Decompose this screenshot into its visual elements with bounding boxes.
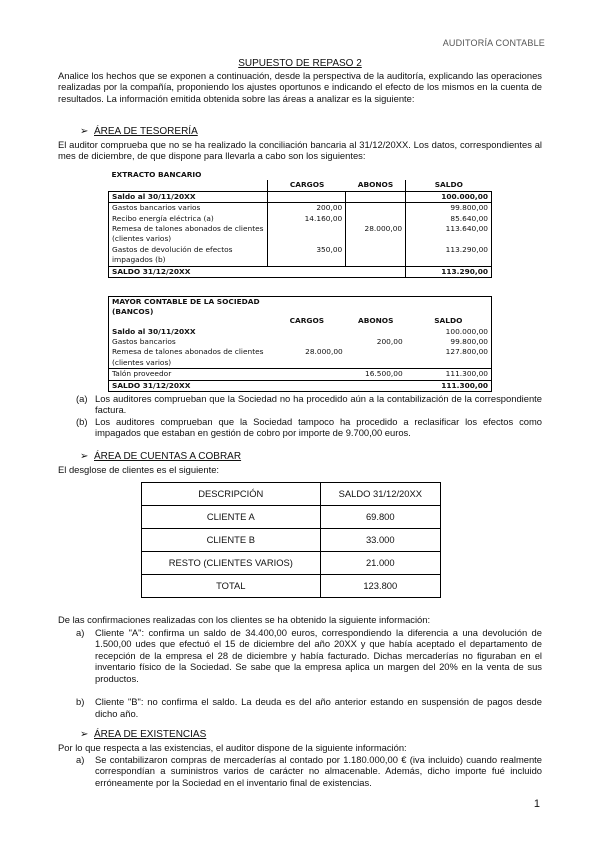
section-title: ÁREA DE CUENTAS A COBRAR <box>94 451 242 462</box>
inventory-list <box>76 754 542 788</box>
clients-header-description: DESCRIPCIÓN <box>142 483 321 506</box>
treasury-paragraph: El auditor comprueba que no se ha realizado la conciliación bancaria al 31/12/20XX. Los datos, correspondientes al mes de diciembre, de que dispone para llevarla a cabo son los siguientes: <box>58 139 542 162</box>
table-row: TOTAL 123.800 <box>142 575 441 598</box>
section-title: ÁREA DE TESORERÍA <box>94 126 198 137</box>
list-item: a) Se contabilizaron compras de mercaderías al contado por 1.180.000,00 € (iva incluido) cuando realmente correspondían a suministros varios de carácter no almacenable. Además, dicho importe fué incluido erróneamente por la Sociedad en el inventario final de existencias. <box>76 754 542 788</box>
running-header: AUDITORÍA CONTABLE <box>442 38 545 48</box>
document-title: SUPUESTO DE REPASO 2 <box>238 58 362 69</box>
confirmations-paragraph: De las confirmaciones realizadas con los clientes se ha obtenido la siguiente información: <box>58 614 431 625</box>
ledger-header-cargos: CARGOS <box>289 316 325 326</box>
bank-title: EXTRACTO BANCARIO <box>111 170 202 179</box>
treasury-notes-list <box>76 393 542 439</box>
section-receivables-heading <box>80 451 241 463</box>
ledger-closing-saldo: 111.300,00 <box>406 380 492 391</box>
list-item: b) Cliente "B": no confirma el saldo. La deuda es del año anterior estando en suspensión de pagos desde dicho año. <box>76 696 542 719</box>
confirmations-list <box>76 627 542 719</box>
ledger-table: MAYOR CONTABLE DE LA SOCIEDAD (BANCOS) CARGOS ABONOS SALDO Saldo al 30/11/20XX 100.000,00 Gastos bancarios 200,00 99.800,00 Remesa de talones abonados de clientes 28.000,00 127.800,00 (clientes varios) Talón proveedor 16.500,00 111.300,00 SALDO 31/12/20XX 111.300,00 <box>108 296 492 392</box>
ledger-opening-saldo: 100.000,00 <box>406 327 492 337</box>
bank-opening-saldo: 100.000,00 <box>406 191 492 202</box>
ledger-row: Remesa de talones abonados de clientes 28.000,00 127.800,00 <box>109 347 492 357</box>
bank-header-cargos: CARGOS <box>268 180 346 191</box>
page-number: 1 <box>533 798 540 810</box>
bank-closing-label: SALDO 31/12/20XX <box>109 266 268 277</box>
clients-table <box>141 482 441 598</box>
table-row: CLIENTE B 33.000 <box>142 529 441 552</box>
bank-header-abonos: ABONOS <box>357 180 394 190</box>
ledger-header-abonos: ABONOS <box>357 316 394 326</box>
table-row: RESTO (CLIENTES VARIOS) 21.000 <box>142 552 441 575</box>
ledger-row: Talón proveedor 16.500,00 111.300,00 <box>109 369 492 380</box>
bank-row: Remesa de talones abonados de clientes 28.000,00 113.640,00 <box>109 224 492 234</box>
intro-paragraph: Analice los hechos que se exponen a continuación, desde la perspectiva de la auditoría, explicando las operaciones realizadas por la compañía, proponiendo los ajustes oportunos e indicando el efecto de los mismos en la cuenta de resultados. La información emitida obtenida sobre las áreas a analizar es la siguiente: <box>58 70 542 104</box>
list-item: a) Cliente "A": confirma un saldo de 34.400,00 euros, correspondiendo la diferencia a una devolución de 1.500,00 udes que efectuó el 15 de diciembre del año 20XX y que había aceptado el departamento de recepción de la empresa el 28 de diciembre y había facturado. Dichas mercaderías no figuraban en el inventario físico de la Sociedad. Se sabe que la empresa aplica un margen del 20% en la venta de sus productos. <box>76 627 542 684</box>
clients-header-balance: SALDO 31/12/20XX <box>320 483 440 506</box>
ledger-opening-label: Saldo al 30/11/20XX <box>109 327 268 337</box>
receivables-paragraph: El desglose de clientes es el siguiente: <box>58 464 220 475</box>
bank-row: Gastos bancarios varios 200,00 99.800,00 <box>109 203 492 214</box>
bank-statement-table: EXTRACTO BANCARIO CARGOS ABONOS SALDO Saldo al 30/11/20XX 100.000,00 Gastos bancarios varios 200,00 99.800,00 Recibo energía eléctrica (a) 14.160,00 85.640,00 Remesa de talones abonados de clientes 28.000,00 113.640,00 (clientes varios) Gastos de devolución de efectos 350,00 113.290,00 impagados (b) SALDO 31/12/20XX 113.290,00 <box>108 170 492 278</box>
bank-header-saldo: SALDO <box>406 180 492 191</box>
bank-row: Gastos de devolución de efectos 350,00 113.290,00 <box>109 245 492 255</box>
arrow-bullet-icon: ➢ <box>80 126 89 137</box>
ledger-header-saldo: SALDO <box>406 316 492 326</box>
arrow-bullet-icon: ➢ <box>80 729 89 740</box>
section-inventory-heading <box>80 729 206 741</box>
table-row: CLIENTE A 69.800 <box>142 506 441 529</box>
ledger-closing-label: SALDO 31/12/20XX <box>109 380 268 391</box>
list-item: (b) Los auditores comprueban que la Sociedad tampoco ha procedido a reclasificar los efectos como impagados que estaban en gestión de cobro por importe de 9.700,00 euros. <box>76 415 542 439</box>
list-item: (a) Los auditores comprueban que la Sociedad no ha procedido aún a la contabilización de la correspondiente factura. <box>76 393 542 416</box>
inventory-paragraph: Por lo que respecta a las existencias, el auditor dispone de la siguiente información: <box>58 742 407 753</box>
bank-opening-label: Saldo al 30/11/20XX <box>109 191 268 202</box>
bank-row: Recibo energía eléctrica (a) 14.160,00 85.640,00 <box>109 214 492 224</box>
bank-closing-saldo: 113.290,00 <box>406 266 492 277</box>
ledger-title: MAYOR CONTABLE DE LA SOCIEDAD (BANCOS) <box>109 297 268 317</box>
ledger-row: Gastos bancarios 200,00 99.800,00 <box>109 337 492 347</box>
section-treasury-heading <box>80 126 198 138</box>
arrow-bullet-icon: ➢ <box>80 451 89 462</box>
section-title: ÁREA DE EXISTENCIAS <box>94 729 207 740</box>
